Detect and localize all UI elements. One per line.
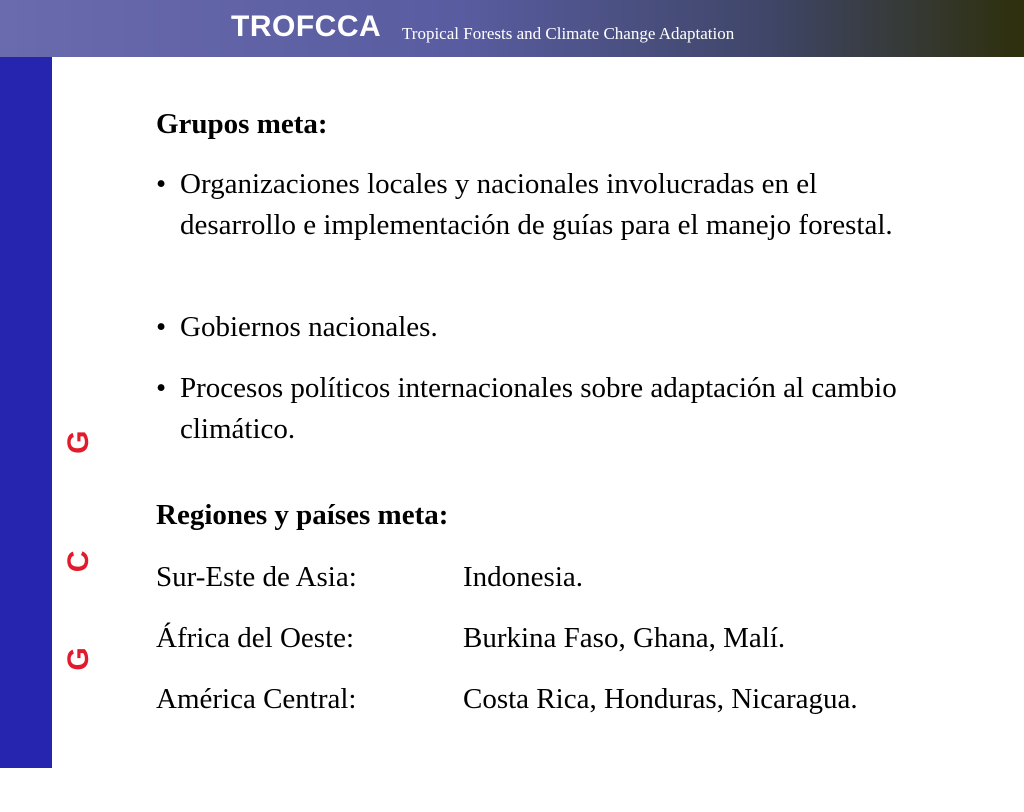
header-bar — [0, 0, 1024, 57]
heading-grupos-meta: Grupos meta: — [156, 108, 328, 140]
catie-logo: CATIE — [45, 678, 99, 812]
sidebar-brand — [0, 57, 99, 812]
bullet-dot: • — [156, 168, 167, 200]
bullet-text: Procesos políticos internacionales sobre adaptación al cambio climático. — [180, 372, 897, 445]
region-countries: Burkina Faso, Ghana, Malí. — [463, 622, 786, 654]
region-label: África del Oeste: — [156, 622, 355, 654]
header-title: TROFCCA — [231, 10, 382, 43]
region-countries: Costa Rica, Honduras, Nicaragua. — [463, 683, 858, 715]
region-label: América Central: — [156, 683, 357, 715]
heading-regiones-meta: Regiones y países meta: — [156, 499, 449, 531]
region-countries: Indonesia. — [463, 561, 583, 593]
vertical-brand-text — [44, 361, 100, 812]
bullet-dot: • — [156, 311, 167, 343]
bullet-dot: • — [156, 372, 167, 404]
header-subtitle: Tropical Forests and Climate Change Adaptation — [402, 24, 735, 43]
region-label: Sur-Este de Asia: — [156, 561, 357, 593]
bullet-text: Organizaciones locales y nacionales involucradas en el desarrollo e implementación de guías para el manejo forestal. — [180, 168, 893, 241]
bullet-text: Gobiernos nacionales. — [180, 311, 438, 343]
grupo-cambio-global-text: Grupo Cambio Global — [62, 360, 95, 671]
